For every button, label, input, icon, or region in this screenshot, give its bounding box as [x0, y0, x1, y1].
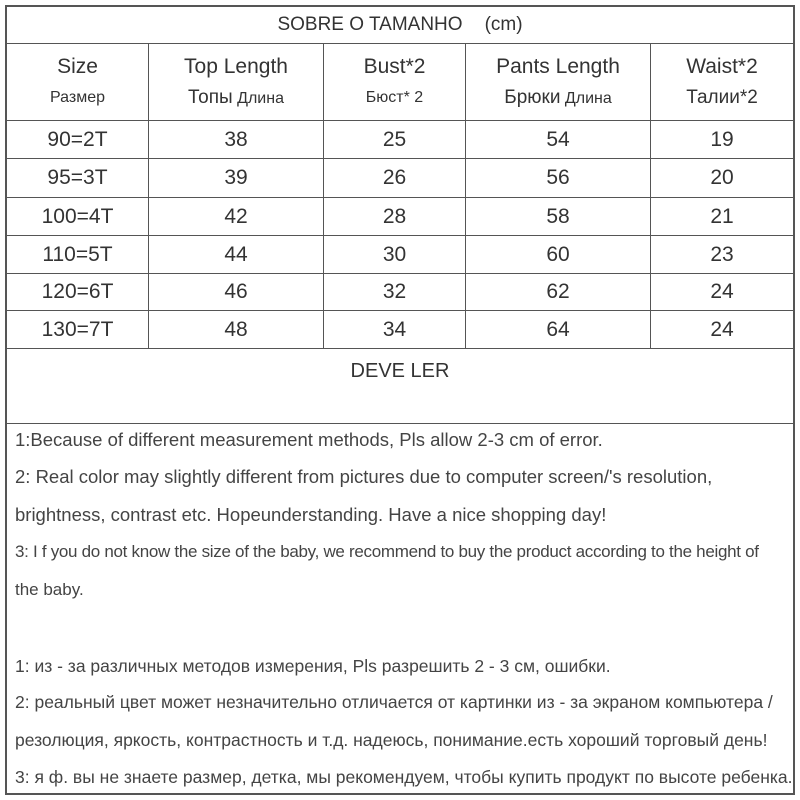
header-en: Top Length [184, 54, 288, 78]
hline [5, 423, 795, 424]
header-ru [686, 86, 758, 111]
note-en-3-cont: the baby. [15, 580, 84, 599]
cell-top-length: 39 [224, 166, 248, 189]
cell-pants-length: 58 [546, 204, 570, 228]
cell-waist: 23 [710, 242, 734, 266]
header-ru [504, 86, 612, 111]
cell-top-length: 48 [224, 317, 248, 341]
note-ru-1: 1: из - за различных методов измерения, Pls разрешить 2 - 3 см, ошибки. [15, 656, 611, 676]
header-ru-text: Длина [237, 89, 284, 107]
cell-pants-length: 60 [546, 242, 570, 266]
cell-pants-length: 64 [546, 317, 570, 341]
cell-top-length: 38 [224, 127, 248, 151]
cell-pants-length: 54 [546, 127, 570, 151]
header-ru-text: Размер [50, 89, 105, 106]
cell-size: 110=5T [42, 242, 113, 266]
header-ru [366, 86, 423, 110]
header-en: Pants Length [496, 54, 620, 78]
cell-size: 120=6T [41, 280, 114, 303]
note-en-1: 1:Because of different measurement methods, Pls allow 2-3 cm of error. [15, 429, 603, 450]
cell-waist: 19 [710, 127, 734, 151]
cell-bust: 34 [382, 317, 407, 341]
cell-size: 130=7T [41, 317, 114, 341]
border-right [793, 5, 795, 795]
cell-top-length: 46 [224, 280, 248, 303]
note-en-2: 2: Real color may slightly different from pictures due to computer screen/'s resolution, [15, 466, 713, 487]
cell-waist: 24 [710, 317, 734, 341]
header-ru [50, 86, 105, 110]
note-ru-2-cont: резолюция, яркость, контрастность и т.д. надеюсь, понимание.есть хороший торговый день! [15, 730, 768, 750]
size-chart-sheet [5, 5, 793, 795]
header-ru-big: Топы [188, 86, 233, 108]
header-en: Waist*2 [686, 54, 758, 78]
header-bust [324, 44, 465, 120]
cell-pants-length: 62 [546, 280, 570, 303]
must-read-heading: DEVE LER [350, 359, 450, 382]
cell-top-length: 42 [224, 204, 248, 228]
header-size [7, 44, 148, 120]
cell-bust: 25 [382, 127, 407, 151]
cell-pants-length: 56 [546, 166, 570, 189]
cell-waist: 21 [710, 204, 734, 228]
cell-top-length: 44 [224, 242, 248, 266]
chart-title-text: SOBRE O TAMANHO [277, 14, 463, 35]
cell-size: 100=4T [41, 204, 114, 228]
cell-size: 95=3T [47, 166, 108, 189]
header-top-length [149, 44, 323, 120]
cell-bust: 28 [382, 204, 407, 228]
header-ru-text: Бюст* 2 [365, 89, 424, 106]
note-en-2-cont: brightness, contrast etc. Hopeunderstanding. Have a nice shopping day! [15, 504, 607, 525]
cell-bust: 26 [382, 166, 407, 189]
chart-title [7, 7, 793, 43]
cell-bust: 32 [382, 280, 407, 303]
header-ru [188, 86, 284, 111]
header-ru-text: Длина [564, 89, 612, 107]
note-ru-3: 3: я ф. вы не знаете размер, детка, мы рекомендуем, чтобы купить продукт по высоте ребенка. [15, 767, 793, 787]
hline [5, 348, 795, 349]
chart-title-unit: (cm) [484, 14, 523, 35]
border-bottom [5, 793, 795, 795]
cell-bust: 30 [382, 242, 407, 266]
cell-size: 90=2T [47, 127, 108, 151]
cell-waist: 24 [710, 280, 734, 303]
note-en-3: 3: I f you do not know the size of the baby, we recommend to buy the product according to the height of [15, 542, 759, 561]
header-ru-big: Брюки [504, 86, 561, 108]
header-pants-length [466, 44, 650, 120]
header-ru-big: Талии*2 [686, 86, 758, 108]
cell-waist: 20 [710, 166, 734, 189]
note-ru-2: 2: реальный цвет может незначительно отличается от картинки из - за экраном компьютера / [15, 692, 773, 712]
header-en: Size [57, 55, 98, 78]
header-waist [651, 44, 793, 120]
header-en: Bust*2 [363, 55, 426, 78]
